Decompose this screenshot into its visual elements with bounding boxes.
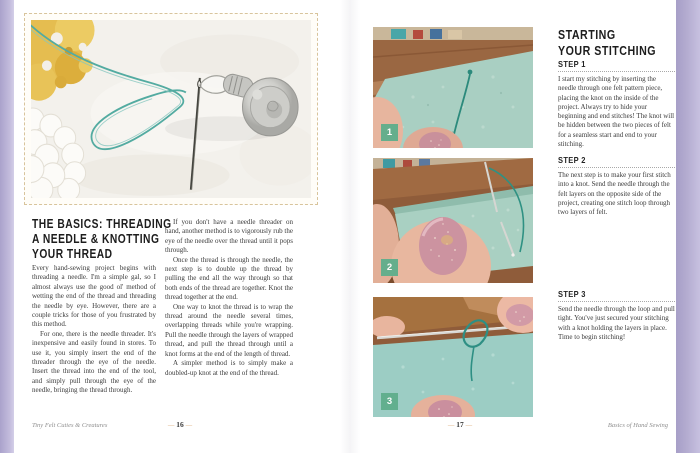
page-gutter-shadow [340, 0, 360, 453]
left-page-number [157, 420, 203, 429]
step-number-badge: 1 [381, 124, 398, 141]
step-1-label: STEP 1 [558, 59, 586, 69]
right-page-title [558, 27, 656, 58]
body-paragraph: Every hand-sewing project begins with threading a needle. I'm a simple gal, so I almost always use the good ol' method of wetting the end of the thread and threading the needle by eye. However, there are a couple tricks for those of you frustrated by this method. [32, 264, 156, 329]
page-number-dash: — [185, 422, 193, 429]
glitter-nail [419, 217, 467, 275]
step3-photo [373, 297, 533, 417]
body-paragraph: One way to knot the thread is to wrap the thread around the needle several times, overlapping threads while you're wrapping. Pull the needle through the layers of wrapped thread, and pull the thread through until a knot forms at the end of the length of thread. [165, 302, 293, 358]
right-page-number [437, 420, 483, 429]
book-left-cover-edge [0, 0, 14, 453]
right-page-title-line: STARTING [558, 27, 616, 42]
left-page-column-2 [165, 218, 293, 378]
step1-photo [373, 27, 533, 148]
step-number-badge: 3 [381, 393, 398, 410]
step-1-text: I start my stitching by inserting the needle through one felt pattern piece, placing the knot on the inside of the project. Always try to hide your beginning and end stitches! The knot will be hidden between the two pieces of felt for a seamless start and end to your stitching. [558, 75, 675, 149]
body-paragraph: Once the thread is through the needle, the next step is to double up the thread by pulling the end all the way through so that both ends of the thread are together. Knot the thread together at the end. [165, 255, 293, 302]
right-page-title-line: YOUR STITCHING [558, 42, 657, 58]
thread-knot [468, 70, 473, 75]
step-number-badge: 2 [381, 259, 398, 276]
step-3-block [558, 289, 675, 342]
page-number-value: 17 [456, 420, 464, 429]
step-3-text: Send the needle through the loop and pull tight. You've just secured your stitching with a knot holding the layers in place. Time to begin stitching! [558, 305, 675, 341]
body-paragraph: A simpler method is to simply make a doubled-up knot at the end of the thread. [165, 359, 293, 377]
dotted-rule [558, 301, 675, 302]
book-title-footer: Tiny Felt Cuties & Creatures [32, 422, 108, 429]
left-page-title [32, 217, 172, 262]
dotted-rule [558, 71, 675, 72]
step2-photo [373, 158, 533, 283]
glitter-nail [506, 304, 533, 326]
book-right-cover-edge [676, 0, 700, 453]
page-number-dash: — [447, 422, 455, 429]
threader-photo-frame [24, 13, 318, 205]
dotted-rule [558, 167, 675, 168]
page-number-dash: — [465, 422, 473, 429]
step-2-block [558, 155, 675, 217]
body-paragraph: For one, there is the needle threader. It's inexpensive and easily found in stores. To use it, you simply insert the end of the threader through the eye of the needle. Insert the thread into the end of the tool, and simply pull through the eye of the needle, bringing the thread through. [32, 329, 156, 395]
needle-threader-photo [31, 20, 311, 198]
step-2-label: STEP 2 [558, 155, 586, 165]
body-paragraph: If you don't have a needle threader on hand, another method is to vigorously rub the eye of the needle over the thread until it pops through. [165, 218, 293, 255]
page-number-dash: — [167, 422, 175, 429]
left-page-title-line: THE BASICS: THREADING [32, 217, 172, 231]
page-number-value: 16 [176, 420, 184, 429]
left-page-title-line: A NEEDLE & KNOTTING [32, 232, 160, 246]
chapter-title-footer: Basics of Hand Sewing [607, 422, 668, 429]
step-1-block [558, 59, 675, 149]
left-page-column-1 [32, 264, 156, 396]
step-3-label: STEP 3 [558, 289, 586, 299]
left-page-title-line: YOUR THREAD [32, 247, 113, 261]
step-2-text: The next step is to make your first stitch into a knot. Send the needle through the felt layers on the opposite side of the project, creating one stitch loop through two layers of felt. [558, 171, 671, 217]
